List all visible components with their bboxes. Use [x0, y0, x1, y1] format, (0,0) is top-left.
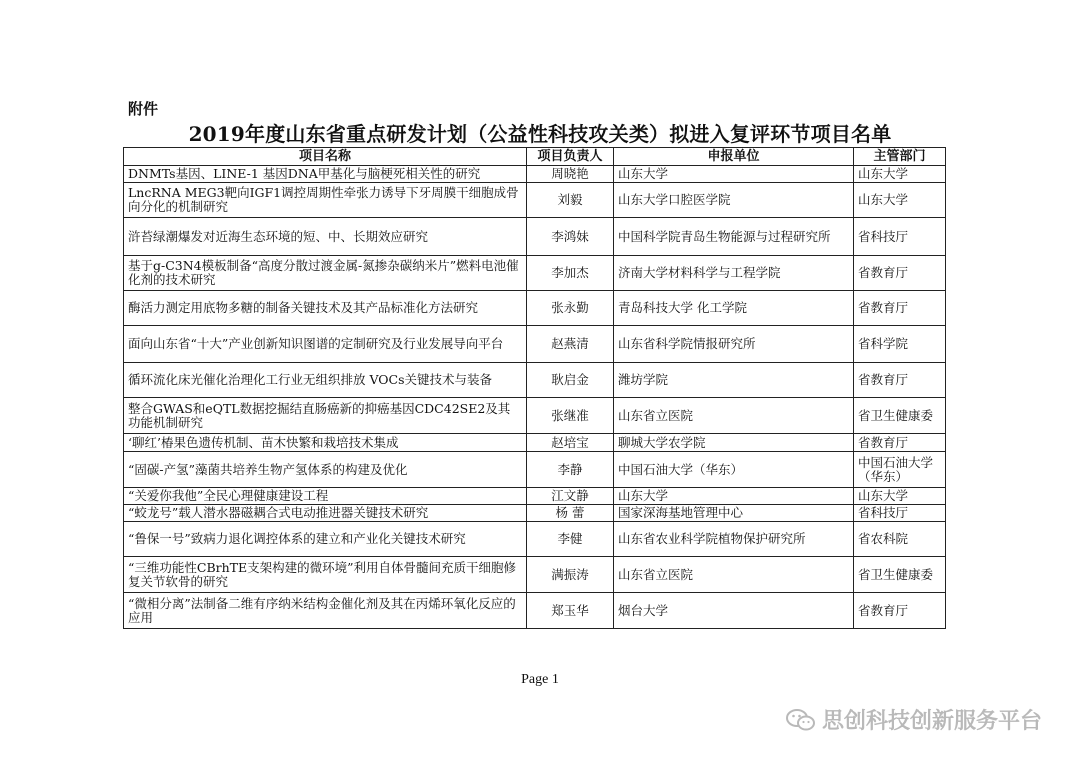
table-row — [124, 452, 946, 488]
cell-applicant-unit: 中国石油大学（华东） — [614, 452, 854, 488]
table-row — [124, 557, 946, 593]
cell-project-name: LncRNA MEG3靶向IGF1调控周期性牵张力诱导下牙周膜干细胞成骨向分化的机制研究 — [124, 183, 527, 218]
document-title: 2019年度山东省重点研发计划（公益性科技攻关类）拟进入复评环节项目名单 — [188, 122, 892, 146]
watermark — [786, 704, 1042, 735]
cell-project-lead: 江文静 — [527, 488, 614, 505]
cell-project-lead: 郑玉华 — [527, 593, 614, 629]
cell-applicant-unit: 山东省立医院 — [614, 398, 854, 434]
table-row — [124, 505, 946, 522]
cell-applicant-unit: 山东大学口腔医学院 — [614, 183, 854, 218]
table-row — [124, 434, 946, 452]
cell-project-lead: 李鸿妹 — [527, 218, 614, 256]
cell-supervising-dept: 山东大学 — [854, 488, 946, 505]
cell-project-name: ‘聊红’椿果色遗传机制、苗木快繁和栽培技术集成 — [124, 434, 527, 452]
cell-supervising-dept: 省教育厅 — [854, 256, 946, 291]
cell-project-lead: 赵培宝 — [527, 434, 614, 452]
cell-project-lead: 周晓艳 — [527, 166, 614, 183]
cell-project-name: 面向山东省“十大”产业创新知识图谱的定制研究及行业发展导向平台 — [124, 326, 527, 363]
cell-supervising-dept: 省农科院 — [854, 522, 946, 557]
table-row — [124, 398, 946, 434]
cell-supervising-dept: 山东大学 — [854, 183, 946, 218]
cell-applicant-unit: 聊城大学农学院 — [614, 434, 854, 452]
table-row — [124, 593, 946, 629]
cell-project-lead: 赵燕清 — [527, 326, 614, 363]
cell-applicant-unit: 中国科学院青岛生物能源与过程研究所 — [614, 218, 854, 256]
table-header-row — [124, 148, 946, 166]
watermark-text: 思创科技创新服务平台 — [821, 709, 1042, 734]
cell-project-name: 循环流化床光催化治理化工行业无组织排放 VOCs关键技术与装备 — [124, 363, 527, 398]
cell-project-lead: 李健 — [527, 522, 614, 557]
table-row — [124, 256, 946, 291]
cell-applicant-unit: 潍坊学院 — [614, 363, 854, 398]
cell-supervising-dept: 省卫生健康委 — [854, 398, 946, 434]
cell-applicant-unit: 济南大学材料科学与工程学院 — [614, 256, 854, 291]
cell-supervising-dept: 省科学院 — [854, 326, 946, 363]
cell-project-name: “蛟龙号”载人潜水器磁耦合式电动推进器关键技术研究 — [124, 505, 527, 522]
table-row — [124, 291, 946, 326]
cell-project-name: 浒苔绿潮爆发对近海生态环境的短、中、长期效应研究 — [124, 218, 527, 256]
cell-applicant-unit: 山东大学 — [614, 488, 854, 505]
header-supervising-dept: 主管部门 — [854, 148, 946, 166]
cell-project-name: “固碳-产氢”藻菌共培养生物产氢体系的构建及优化 — [124, 452, 527, 488]
cell-applicant-unit: 青岛科技大学 化工学院 — [614, 291, 854, 326]
cell-applicant-unit: 烟台大学 — [614, 593, 854, 629]
cell-supervising-dept: 省教育厅 — [854, 291, 946, 326]
cell-project-name: 整合GWAS和eQTL数据挖掘结直肠癌新的抑癌基因CDC42SE2及其功能机制研究 — [124, 398, 527, 434]
cell-project-name: DNMTs基因、LINE-1 基因DNA甲基化与脑梗死相关性的研究 — [124, 166, 527, 183]
cell-project-lead: 李静 — [527, 452, 614, 488]
cell-supervising-dept: 山东大学 — [854, 166, 946, 183]
cell-applicant-unit: 山东省农业科学院植物保护研究所 — [614, 522, 854, 557]
cell-applicant-unit: 山东省科学院情报研究所 — [614, 326, 854, 363]
cell-supervising-dept: 省教育厅 — [854, 434, 946, 452]
cell-applicant-unit: 国家深海基地管理中心 — [614, 505, 854, 522]
cell-project-lead: 刘毅 — [527, 183, 614, 218]
cell-project-name: 基于g-C3N4模板制备“高度分散过渡金属-氮掺杂碳纳米片”燃料电池催化剂的技术研究 — [124, 256, 527, 291]
cell-project-name: “微相分离”法制备二维有序纳米结构金催化剂及其在丙烯环氧化反应的应用 — [124, 593, 527, 629]
header-project-lead: 项目负责人 — [527, 148, 614, 166]
cell-supervising-dept: 中国石油大学（华东） — [854, 452, 946, 488]
cell-supervising-dept: 省科技厅 — [854, 218, 946, 256]
cell-applicant-unit: 山东省立医院 — [614, 557, 854, 593]
cell-project-lead: 耿启金 — [527, 363, 614, 398]
header-project-name: 项目名称 — [124, 148, 527, 166]
cell-supervising-dept: 省教育厅 — [854, 363, 946, 398]
cell-project-lead: 张永勤 — [527, 291, 614, 326]
header-applicant-unit: 申报单位 — [614, 148, 854, 166]
attachment-label: 附件 — [128, 100, 159, 118]
table-row — [124, 218, 946, 256]
wechat-icon — [786, 708, 816, 732]
cell-project-name: “关爱你我他”全民心理健康建设工程 — [124, 488, 527, 505]
cell-supervising-dept: 省教育厅 — [854, 593, 946, 629]
cell-project-lead: 李加杰 — [527, 256, 614, 291]
table-row — [124, 326, 946, 363]
cell-project-lead: 张继准 — [527, 398, 614, 434]
table-row — [124, 488, 946, 505]
table-row — [124, 363, 946, 398]
table-row — [124, 166, 946, 183]
project-table — [123, 147, 946, 629]
cell-project-lead: 杨 蕾 — [527, 505, 614, 522]
cell-project-name: “鲁保一号”致病力退化调控体系的建立和产业化关键技术研究 — [124, 522, 527, 557]
table-row — [124, 522, 946, 557]
cell-project-lead: 满振涛 — [527, 557, 614, 593]
cell-supervising-dept: 省科技厅 — [854, 505, 946, 522]
cell-supervising-dept: 省卫生健康委 — [854, 557, 946, 593]
page-number: Page 1 — [521, 672, 559, 687]
cell-project-name: “三维功能性CBrhTE支架构建的微环境”利用自体骨髓间充质干细胞修复关节软骨的研究 — [124, 557, 527, 593]
cell-applicant-unit: 山东大学 — [614, 166, 854, 183]
table-row — [124, 183, 946, 218]
cell-project-name: 酶活力测定用底物多糖的制备关键技术及其产品标准化方法研究 — [124, 291, 527, 326]
